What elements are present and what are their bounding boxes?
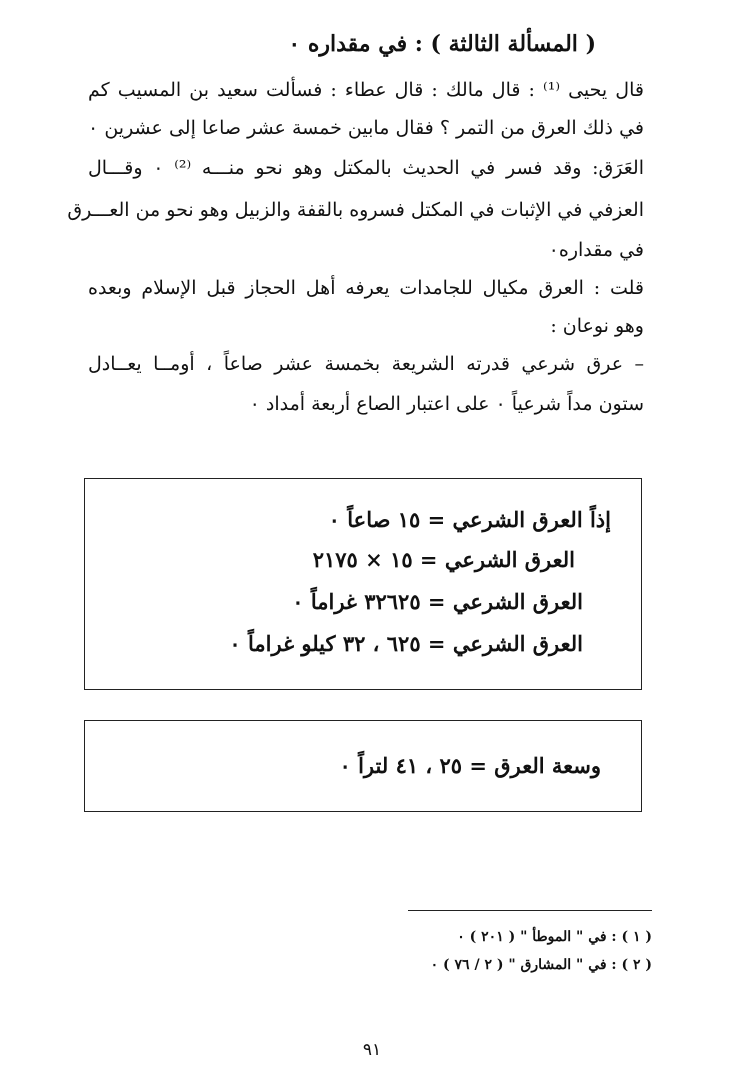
capacity-line: وسعة العرق = ٢٥ ، ٤١ لتراً ٠ (339, 753, 601, 778)
capacity-box (84, 720, 642, 812)
calculation-box (84, 478, 642, 690)
footnote-1: ( ١ ) : في " الموطأ " ( ٢٠١ ) ٠ (457, 929, 652, 945)
paragraph-2-line-1: العَرَق: وقد فسر في الحديث بالمكتل وهو نحو منـــه ⁽²⁾ ٠ وقـــال (88, 157, 644, 179)
footnote-divider (408, 910, 652, 911)
page-number: ٩١ (362, 1040, 382, 1060)
paragraph-3-line-1: قلت : العرق مكيال للجامدات يعرفه أهل الحجاز قبل الإسلام وبعده (88, 277, 644, 299)
paragraph-1-line-2: في ذلك العرق من التمر ؟ فقال مابين خمسة عشر صاعا إلى عشرين ٠ (88, 117, 644, 139)
paragraph-4-line-2: ستون مداً شرعياً ٠ على اعتبار الصاع أربعة أمداد ٠ (249, 393, 644, 415)
section-heading: ( المسألة الثالثة ) : في مقداره ٠ (288, 31, 596, 57)
equation-line-2: العرق الشرعي = ١٥ × ٢١٧٥ (312, 547, 575, 572)
paragraph-4-line-1: – عرق شرعي قدرته الشريعة بخمسة عشر صاعاً ، أومــا يعــادل (88, 353, 644, 375)
paragraph-1-line-1: قال يحيى ⁽¹⁾ : قال مالك : قال عطاء : فسألت سعيد بن المسيب كم (88, 79, 644, 101)
footnote-2: ( ٢ ) : في " المشارق " ( ٢ / ٧٦ ) ٠ (430, 957, 652, 973)
paragraph-2-line-3: في مقداره٠ (548, 239, 644, 261)
paragraph-2-line-2: العزفي في الإثبات في المكتل فسروه بالقفة والزبيل وهو نحو من العـــرق (67, 199, 644, 221)
paragraph-3-line-2: وهو نوعان : (550, 315, 644, 337)
equation-line-4: العرق الشرعي = ٦٢٥ ، ٣٢ كيلو غراماً ٠ (229, 631, 583, 656)
equation-line-1: إذاً العرق الشرعي = ١٥ صاعاً ٠ (328, 507, 611, 532)
equation-line-3: العرق الشرعي = ٣٢٦٢٥ غراماً ٠ (292, 589, 583, 614)
